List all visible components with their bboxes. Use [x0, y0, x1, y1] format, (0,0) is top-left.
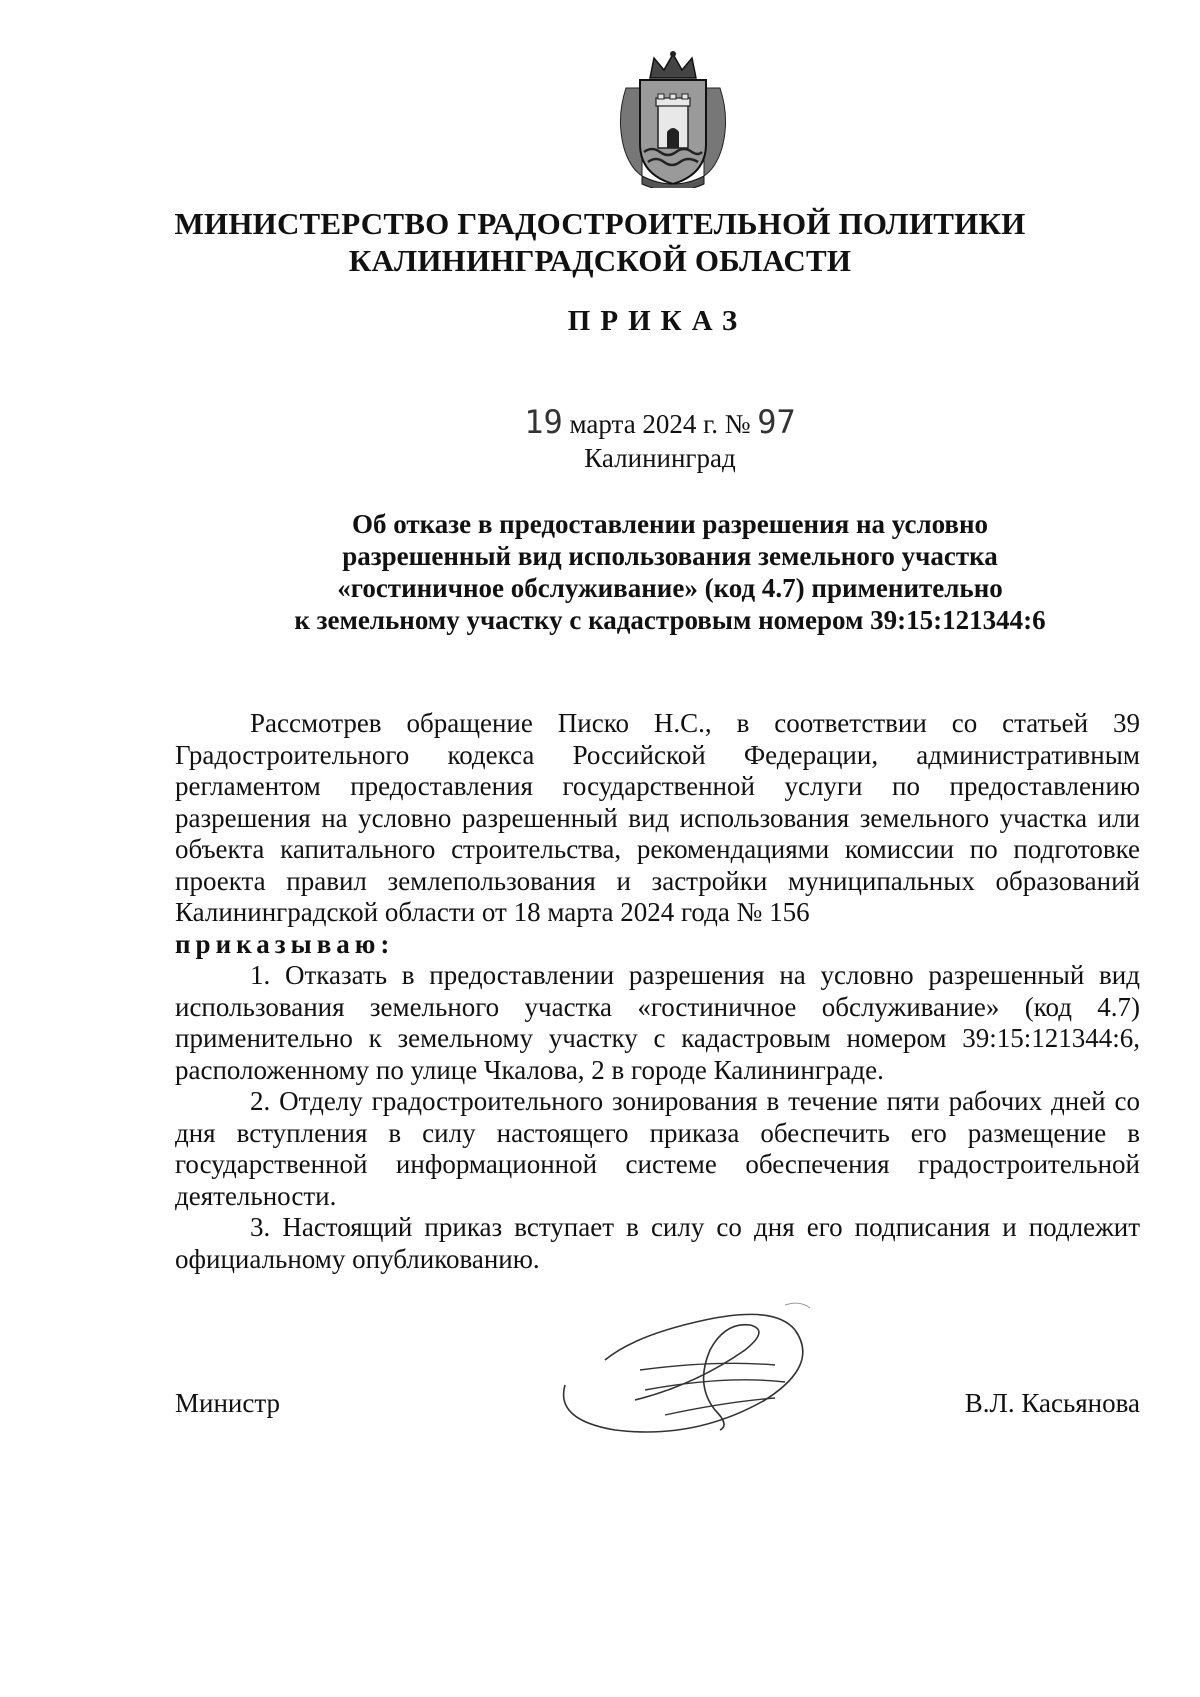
- dateline: [0, 405, 1200, 475]
- ministry-name-line2: КАЛИНИНГРАДСКОЙ ОБЛАСТИ: [348, 243, 852, 278]
- signatory-position: Министр: [175, 1388, 280, 1418]
- coat-of-arms-emblem: [612, 48, 734, 188]
- subject-line3: «гостиничное обслуживание» (код 4.7) применительно: [337, 573, 1003, 603]
- order-item-2: 2. Отделу градостроительного зонирования в течение пяти рабочих дней со дня вступления в силу настоящего приказа обеспечить его размещение в государственной информационной системе обеспечения градостроительной деятельности.: [175, 1086, 1140, 1211]
- handwritten-signature: [545, 1290, 845, 1450]
- signatory-name: В.Л. Касьянова: [964, 1388, 1140, 1418]
- order-body: [175, 708, 1140, 1275]
- month-year-text: марта 2024 г. №: [569, 409, 751, 439]
- preamble-paragraph: Рассмотрев обращение Писко Н.С., в соответствии со статьей 39 Градостроительного кодекса Российской Федерации, административным регламентом предоставления государственной услуги по предоставлению разрешения на условно разрешенный вид использования земельного участка или объекта капитального строительства, рекомендациями комиссии по подготовке проекта правил землепользования и застройки муниципальных образований Калининградской области от 18 марта 2024 года № 156: [175, 708, 1140, 927]
- order-item-3: 3. Настоящий приказ вступает в силу со дня его подписания и подлежит официальному опубликованию.: [175, 1212, 1140, 1274]
- order-subject: [170, 508, 1170, 636]
- subject-line1: Об отказе в предоставлении разрешения на условно: [351, 509, 989, 539]
- ministry-name-line1: МИНИСТЕРСТВО ГРАДОСТРОИТЕЛЬНОЙ ПОЛИТИКИ: [174, 206, 1026, 241]
- ministry-name: [0, 205, 1200, 279]
- order-item-1: 1. Отказать в предоставлении разрешения на условно разрешенный вид использования земельного участка «гостиничное обслуживание» (код 4.7) применительно к земельному участку с кадастровым номером 39:15:121344:6, расположенному по улице Чкалова, 2 в городе Калининграде.: [175, 960, 1140, 1085]
- subject-line2: разрешенный вид использования земельного участка: [342, 541, 998, 571]
- document-type-title: ПРИКАЗ: [567, 305, 748, 337]
- city-name: Калининград: [584, 443, 736, 473]
- subject-line4: к земельному участку с кадастровым номером 39:15:121344:6: [294, 605, 1046, 635]
- directive-word: приказываю:: [175, 928, 395, 959]
- handwritten-day: 19: [524, 403, 563, 441]
- handwritten-order-number: 97: [757, 403, 796, 441]
- date-number-line: [120, 405, 1200, 441]
